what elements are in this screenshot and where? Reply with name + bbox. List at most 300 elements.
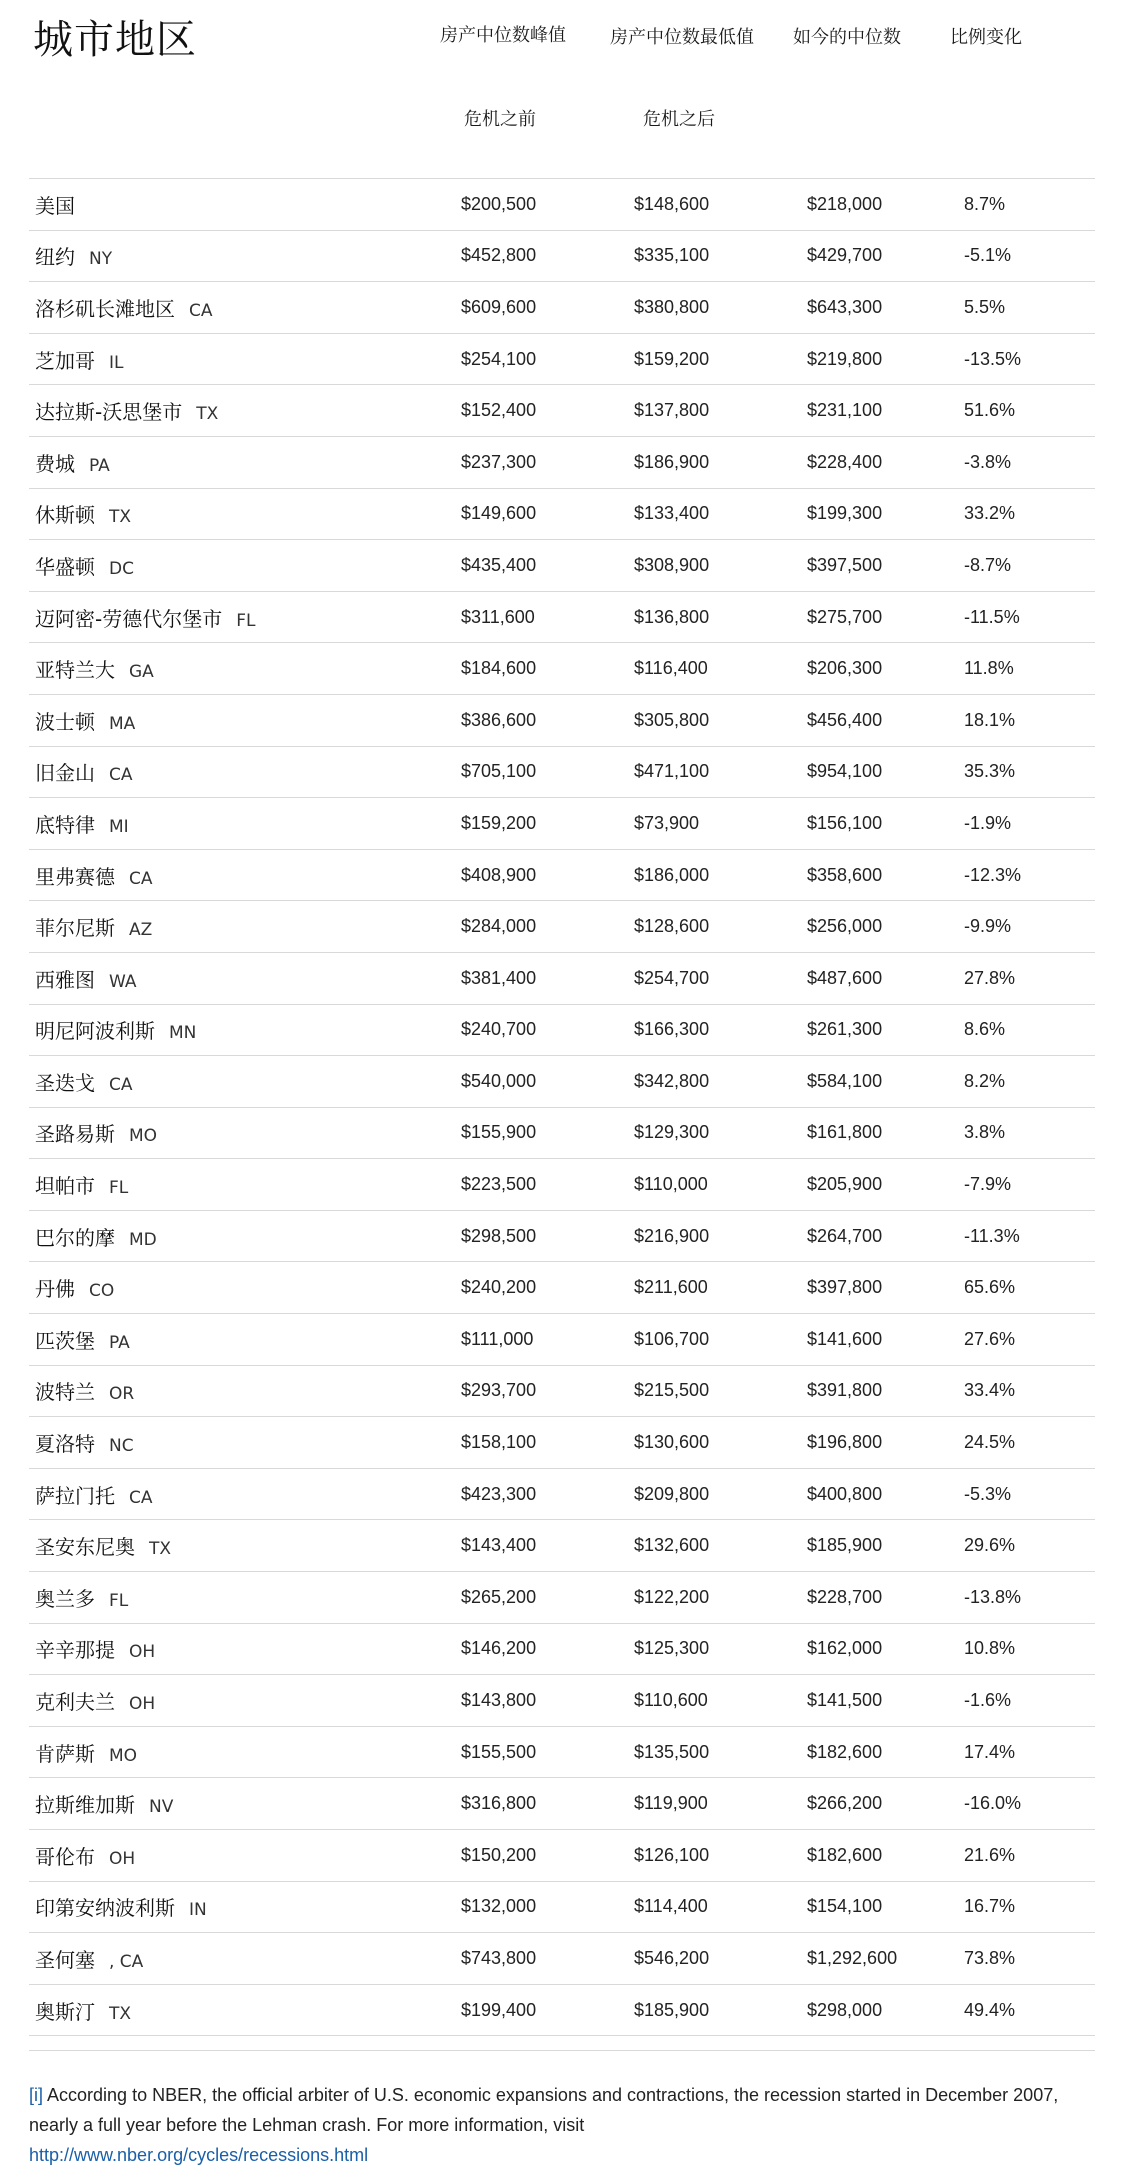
percent-change: 16.7% — [964, 1881, 1095, 1933]
metro-name: 丹佛 — [35, 1277, 75, 1302]
low-value: $73,900 — [634, 798, 807, 850]
table-row — [29, 436, 1095, 488]
table-row — [29, 1726, 1095, 1778]
low-value: $211,600 — [634, 1262, 807, 1314]
state-code: OH — [109, 1848, 136, 1869]
metro-cell — [29, 1778, 461, 1830]
metro-cell — [29, 333, 461, 385]
table-row — [29, 282, 1095, 334]
metro-name: 奥斯汀 — [35, 1999, 95, 2024]
current-value: $643,300 — [807, 282, 964, 334]
metro-name: 圣何塞 — [35, 1947, 95, 1972]
metro-cell — [29, 1159, 461, 1211]
metro-cell — [29, 643, 461, 695]
nber-recessions-link[interactable]: http://www.nber.org/cycles/recessions.html — [29, 2145, 369, 2165]
table-row — [29, 1159, 1095, 1211]
low-value: $137,800 — [634, 385, 807, 437]
metro-name: 坦帕市 — [35, 1174, 95, 1199]
current-value: $199,300 — [807, 488, 964, 540]
peak-value: $254,100 — [461, 333, 634, 385]
metro-cell — [29, 1830, 461, 1882]
low-value: $110,000 — [634, 1159, 807, 1211]
metro-cell — [29, 746, 461, 798]
state-code: FL — [109, 1178, 129, 1199]
metro-name: 匹茨堡 — [35, 1328, 95, 1353]
metro-name: 亚特兰大 — [35, 658, 115, 683]
peak-value: $265,200 — [461, 1572, 634, 1624]
table-row — [29, 1572, 1095, 1624]
column-header-pct: 比例变化 — [950, 27, 1022, 48]
current-value: $1,292,600 — [807, 1933, 964, 1985]
percent-change: -13.8% — [964, 1572, 1095, 1624]
metro-name: 克利夫兰 — [35, 1690, 115, 1715]
metro-name: 辛辛那提 — [35, 1638, 115, 1663]
table-row — [29, 1933, 1095, 1985]
metro-cell — [29, 1520, 461, 1572]
low-value: $122,200 — [634, 1572, 807, 1624]
table-row — [29, 1262, 1095, 1314]
metro-cell — [29, 694, 461, 746]
current-value: $185,900 — [807, 1520, 964, 1572]
metro-name: 旧金山 — [35, 761, 95, 786]
metro-cell — [29, 591, 461, 643]
peak-value: $155,900 — [461, 1107, 634, 1159]
column-header-now: 如今的中位数 — [793, 27, 901, 48]
table-row — [29, 591, 1095, 643]
current-value: $298,000 — [807, 1984, 964, 2036]
metro-name: 芝加哥 — [35, 348, 95, 373]
metro-name: 圣路易斯 — [35, 1122, 115, 1147]
low-value: $136,800 — [634, 591, 807, 643]
current-value: $182,600 — [807, 1726, 964, 1778]
state-code: TX — [109, 2003, 132, 2024]
metro-cell — [29, 1004, 461, 1056]
metro-cell — [29, 282, 461, 334]
table-row — [29, 385, 1095, 437]
metro-name: 萨拉门托 — [35, 1483, 115, 1508]
table-row — [29, 849, 1095, 901]
peak-value: $158,100 — [461, 1417, 634, 1469]
footnote — [29, 2080, 1109, 2170]
state-code: WA — [109, 971, 137, 992]
table-row — [29, 1881, 1095, 1933]
percent-change: 17.4% — [964, 1726, 1095, 1778]
low-value: $110,600 — [634, 1675, 807, 1727]
table-row — [29, 230, 1095, 282]
percent-change: -1.6% — [964, 1675, 1095, 1727]
percent-change: -16.0% — [964, 1778, 1095, 1830]
table-row — [29, 1107, 1095, 1159]
metro-cell — [29, 1623, 461, 1675]
percent-change: 73.8% — [964, 1933, 1095, 1985]
percent-change: 49.4% — [964, 1984, 1095, 2036]
peak-value: $240,200 — [461, 1262, 634, 1314]
state-code: CA — [129, 1487, 153, 1508]
low-value: $114,400 — [634, 1881, 807, 1933]
state-code: CA — [109, 765, 133, 786]
state-code: MD — [129, 1229, 157, 1250]
state-code: IN — [189, 1900, 207, 1921]
table-row — [29, 1623, 1095, 1675]
metro-cell — [29, 1365, 461, 1417]
low-value: $166,300 — [634, 1004, 807, 1056]
low-value: $119,900 — [634, 1778, 807, 1830]
current-value: $156,100 — [807, 798, 964, 850]
current-value: $196,800 — [807, 1417, 964, 1469]
metro-cell — [29, 230, 461, 282]
percent-change: 27.8% — [964, 952, 1095, 1004]
state-code: CA — [109, 1074, 133, 1095]
state-code: DC — [109, 558, 134, 579]
current-value: $397,500 — [807, 540, 964, 592]
percent-change: -3.8% — [964, 436, 1095, 488]
low-value: $308,900 — [634, 540, 807, 592]
current-value: $584,100 — [807, 1056, 964, 1108]
state-code: AZ — [129, 920, 153, 941]
metro-cell — [29, 1056, 461, 1108]
current-value: $391,800 — [807, 1365, 964, 1417]
low-value: $335,100 — [634, 230, 807, 282]
table-body — [29, 179, 1095, 2036]
percent-change: 33.4% — [964, 1365, 1095, 1417]
metro-name: 印第安纳波利斯 — [35, 1896, 175, 1921]
percent-change: 11.8% — [964, 643, 1095, 695]
peak-value: $381,400 — [461, 952, 634, 1004]
current-value: $231,100 — [807, 385, 964, 437]
metro-cell — [29, 179, 461, 231]
percent-change: 51.6% — [964, 385, 1095, 437]
state-code: OH — [129, 1694, 156, 1715]
percent-change: -7.9% — [964, 1159, 1095, 1211]
percent-change: 3.8% — [964, 1107, 1095, 1159]
percent-change: 8.6% — [964, 1004, 1095, 1056]
table-row — [29, 540, 1095, 592]
metro-name: 休斯顿 — [35, 503, 95, 528]
metro-name: 圣安东尼奥 — [35, 1535, 135, 1560]
peak-value: $184,600 — [461, 643, 634, 695]
percent-change: -8.7% — [964, 540, 1095, 592]
state-code: NV — [149, 1797, 174, 1818]
percent-change: -11.5% — [964, 591, 1095, 643]
metro-cell — [29, 1572, 461, 1624]
peak-value: $111,000 — [461, 1314, 634, 1366]
percent-change: 8.2% — [964, 1056, 1095, 1108]
metro-name: 巴尔的摩 — [35, 1225, 115, 1250]
metro-cell — [29, 1107, 461, 1159]
low-value: $133,400 — [634, 488, 807, 540]
footnote-divider — [29, 2050, 1095, 2051]
current-value: $228,400 — [807, 436, 964, 488]
metro-cell — [29, 385, 461, 437]
peak-value: $200,500 — [461, 179, 634, 231]
current-value: $358,600 — [807, 849, 964, 901]
subheader-before-crisis: 危机之前 — [464, 109, 536, 130]
metro-name: 洛杉矶长滩地区 — [35, 296, 175, 321]
peak-value: $311,600 — [461, 591, 634, 643]
metro-name: 底特律 — [35, 812, 95, 837]
metro-name: 西雅图 — [35, 967, 95, 992]
low-value: $135,500 — [634, 1726, 807, 1778]
metro-name: 奥兰多 — [35, 1586, 95, 1611]
metro-name: 费城 — [35, 451, 75, 476]
peak-value: $293,700 — [461, 1365, 634, 1417]
low-value: $116,400 — [634, 643, 807, 695]
peak-value: $408,900 — [461, 849, 634, 901]
table-row — [29, 1314, 1095, 1366]
metro-cell — [29, 1417, 461, 1469]
low-value: $380,800 — [634, 282, 807, 334]
table-row — [29, 1468, 1095, 1520]
metro-cell — [29, 1210, 461, 1262]
table-row — [29, 1210, 1095, 1262]
metro-name: 拉斯维加斯 — [35, 1793, 135, 1818]
low-value: $186,000 — [634, 849, 807, 901]
peak-value: $386,600 — [461, 694, 634, 746]
state-code: OR — [109, 1384, 135, 1405]
metro-name: 华盛顿 — [35, 554, 95, 579]
current-value: $161,800 — [807, 1107, 964, 1159]
metro-name: 夏洛特 — [35, 1432, 95, 1457]
metro-cell — [29, 436, 461, 488]
percent-change: 29.6% — [964, 1520, 1095, 1572]
metro-cell — [29, 1314, 461, 1366]
percent-change: 8.7% — [964, 179, 1095, 231]
current-value: $275,700 — [807, 591, 964, 643]
low-value: $186,900 — [634, 436, 807, 488]
table-row — [29, 179, 1095, 231]
peak-value: $199,400 — [461, 1984, 634, 2036]
percent-change: -9.9% — [964, 901, 1095, 953]
state-code: NC — [109, 1436, 134, 1457]
footnote-text: According to NBER, the official arbiter of U.S. economic expansions and contractions, the recession started in December 2007, nearly a full year before the Lehman crash. For more information, visit — [29, 2085, 1059, 2135]
metro-name: 波士顿 — [35, 709, 95, 734]
current-value: $182,600 — [807, 1830, 964, 1882]
low-value: $148,600 — [634, 179, 807, 231]
low-value: $254,700 — [634, 952, 807, 1004]
percent-change: 18.1% — [964, 694, 1095, 746]
current-value: $400,800 — [807, 1468, 964, 1520]
peak-value: $452,800 — [461, 230, 634, 282]
peak-value: $143,800 — [461, 1675, 634, 1727]
table-row — [29, 643, 1095, 695]
state-code: GA — [129, 662, 154, 683]
percent-change: -11.3% — [964, 1210, 1095, 1262]
table-row — [29, 746, 1095, 798]
state-code: MN — [169, 1023, 197, 1044]
housing-price-table — [29, 178, 1095, 2036]
peak-value: $316,800 — [461, 1778, 634, 1830]
metro-name: 菲尔尼斯 — [35, 916, 115, 941]
metro-cell — [29, 1726, 461, 1778]
peak-value: $146,200 — [461, 1623, 634, 1675]
current-value: $206,300 — [807, 643, 964, 695]
table-row — [29, 694, 1095, 746]
table-row — [29, 901, 1095, 953]
peak-value: $152,400 — [461, 385, 634, 437]
state-code: NY — [89, 249, 113, 270]
low-value: $471,100 — [634, 746, 807, 798]
current-value: $261,300 — [807, 1004, 964, 1056]
percent-change: 65.6% — [964, 1262, 1095, 1314]
state-code: PA — [89, 455, 110, 476]
metro-cell — [29, 1933, 461, 1985]
low-value: $215,500 — [634, 1365, 807, 1417]
low-value: $132,600 — [634, 1520, 807, 1572]
peak-value: $150,200 — [461, 1830, 634, 1882]
current-value: $397,800 — [807, 1262, 964, 1314]
metro-cell — [29, 849, 461, 901]
current-value: $205,900 — [807, 1159, 964, 1211]
state-code: MI — [109, 816, 129, 837]
metro-name: 明尼阿波利斯 — [35, 1019, 155, 1044]
metro-cell — [29, 1881, 461, 1933]
low-value: $106,700 — [634, 1314, 807, 1366]
current-value: $487,600 — [807, 952, 964, 1004]
state-code: PA — [109, 1332, 130, 1353]
metro-name: 圣迭戈 — [35, 1070, 95, 1095]
peak-value: $705,100 — [461, 746, 634, 798]
state-code: TX — [149, 1539, 172, 1560]
metro-cell — [29, 798, 461, 850]
subheader-after-crisis: 危机之后 — [643, 109, 715, 130]
state-code: MO — [129, 1126, 158, 1147]
peak-value: $609,600 — [461, 282, 634, 334]
state-code: IL — [109, 352, 124, 373]
table-row — [29, 488, 1095, 540]
current-value: $429,700 — [807, 230, 964, 282]
percent-change: -5.3% — [964, 1468, 1095, 1520]
current-value: $219,800 — [807, 333, 964, 385]
metro-name: 达拉斯-沃思堡市 — [35, 400, 183, 425]
current-value: $264,700 — [807, 1210, 964, 1262]
column-header-low: 房产中位数最低值 — [610, 27, 754, 48]
low-value: $129,300 — [634, 1107, 807, 1159]
metro-name: 纽约 — [35, 245, 75, 270]
percent-change: -1.9% — [964, 798, 1095, 850]
peak-value: $149,600 — [461, 488, 634, 540]
state-code: MO — [109, 1745, 138, 1766]
metro-name: 迈阿密-劳德代尔堡市 — [35, 606, 223, 631]
peak-value: $423,300 — [461, 1468, 634, 1520]
state-code: TX — [196, 404, 219, 425]
low-value: $209,800 — [634, 1468, 807, 1520]
state-code: MA — [109, 713, 136, 734]
table-row — [29, 1056, 1095, 1108]
peak-value: $540,000 — [461, 1056, 634, 1108]
table-row — [29, 1984, 1095, 2036]
table-row — [29, 333, 1095, 385]
state-code: FL — [109, 1590, 129, 1611]
current-value: $228,700 — [807, 1572, 964, 1624]
peak-value: $223,500 — [461, 1159, 634, 1211]
percent-change: 21.6% — [964, 1830, 1095, 1882]
metro-name: 美国 — [35, 193, 75, 218]
metro-cell — [29, 952, 461, 1004]
percent-change: -12.3% — [964, 849, 1095, 901]
metro-name: 肯萨斯 — [35, 1741, 95, 1766]
current-value: $456,400 — [807, 694, 964, 746]
percent-change: 24.5% — [964, 1417, 1095, 1469]
low-value: $546,200 — [634, 1933, 807, 1985]
peak-value: $284,000 — [461, 901, 634, 953]
metro-cell — [29, 1468, 461, 1520]
metro-cell — [29, 488, 461, 540]
metro-name: 哥伦布 — [35, 1844, 95, 1869]
peak-value: $237,300 — [461, 436, 634, 488]
low-value: $125,300 — [634, 1623, 807, 1675]
table-row — [29, 1830, 1095, 1882]
state-code: , CA — [109, 1951, 144, 1972]
metro-name: 波特兰 — [35, 1380, 95, 1405]
current-value: $218,000 — [807, 179, 964, 231]
state-code: CA — [189, 300, 213, 321]
peak-value: $132,000 — [461, 1881, 634, 1933]
percent-change: 27.6% — [964, 1314, 1095, 1366]
table-row — [29, 1417, 1095, 1469]
low-value: $216,900 — [634, 1210, 807, 1262]
low-value: $159,200 — [634, 333, 807, 385]
metro-cell — [29, 1675, 461, 1727]
percent-change: -5.1% — [964, 230, 1095, 282]
current-value: $256,000 — [807, 901, 964, 953]
percent-change: 10.8% — [964, 1623, 1095, 1675]
table-row — [29, 1365, 1095, 1417]
state-code: CO — [89, 1281, 115, 1302]
table-row — [29, 1675, 1095, 1727]
table-row — [29, 798, 1095, 850]
metro-cell — [29, 1262, 461, 1314]
footnote-ref-link[interactable]: [i] — [29, 2085, 44, 2105]
column-header-peak: 房产中位数峰值 — [440, 25, 566, 46]
current-value: $141,600 — [807, 1314, 964, 1366]
percent-change: 33.2% — [964, 488, 1095, 540]
metro-cell — [29, 1984, 461, 2036]
peak-value: $143,400 — [461, 1520, 634, 1572]
low-value: $342,800 — [634, 1056, 807, 1108]
peak-value: $155,500 — [461, 1726, 634, 1778]
low-value: $128,600 — [634, 901, 807, 953]
low-value: $305,800 — [634, 694, 807, 746]
state-code: OH — [129, 1642, 156, 1663]
current-value: $154,100 — [807, 1881, 964, 1933]
peak-value: $743,800 — [461, 1933, 634, 1985]
metro-name: 里弗赛德 — [35, 864, 115, 889]
low-value: $185,900 — [634, 1984, 807, 2036]
peak-value: $298,500 — [461, 1210, 634, 1262]
peak-value: $240,700 — [461, 1004, 634, 1056]
metro-cell — [29, 540, 461, 592]
current-value: $141,500 — [807, 1675, 964, 1727]
percent-change: -13.5% — [964, 333, 1095, 385]
low-value: $130,600 — [634, 1417, 807, 1469]
percent-change: 35.3% — [964, 746, 1095, 798]
peak-value: $435,400 — [461, 540, 634, 592]
table-row — [29, 1778, 1095, 1830]
table-row — [29, 1520, 1095, 1572]
state-code: FL — [236, 610, 256, 631]
state-code: TX — [109, 507, 132, 528]
low-value: $126,100 — [634, 1830, 807, 1882]
state-code: CA — [129, 868, 153, 889]
page-title: 城市地区 — [33, 17, 197, 63]
metro-cell — [29, 901, 461, 953]
peak-value: $159,200 — [461, 798, 634, 850]
table-row — [29, 1004, 1095, 1056]
current-value: $162,000 — [807, 1623, 964, 1675]
current-value: $954,100 — [807, 746, 964, 798]
current-value: $266,200 — [807, 1778, 964, 1830]
percent-change: 5.5% — [964, 282, 1095, 334]
